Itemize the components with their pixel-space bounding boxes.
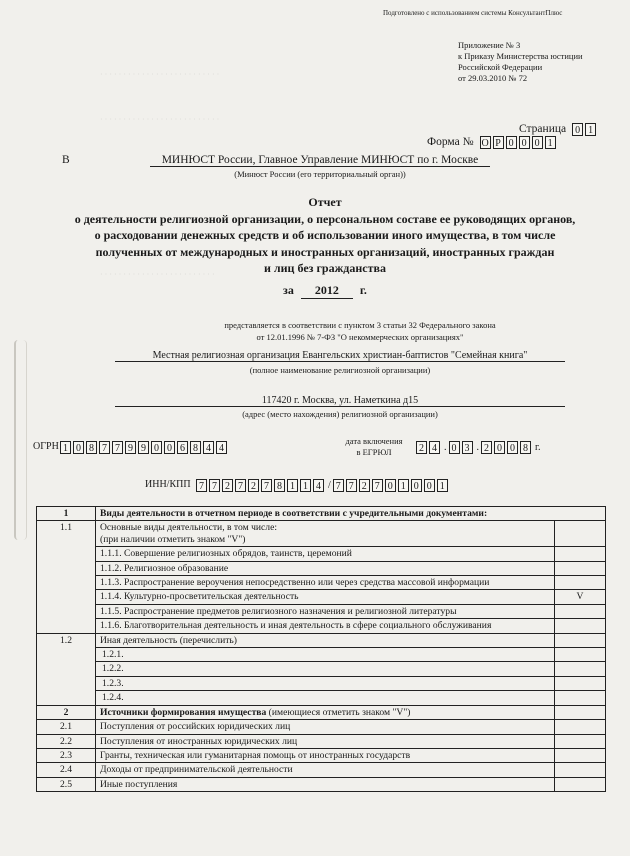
income-source-mark bbox=[555, 777, 606, 791]
kpp-cell: 7 bbox=[333, 479, 344, 492]
section-2-row bbox=[37, 705, 606, 719]
ogrn-cell: 1 bbox=[60, 441, 71, 454]
other-activity-text: 1.2.3. bbox=[96, 676, 555, 690]
date-year-cell: 0 bbox=[494, 441, 505, 454]
mark-cell bbox=[555, 705, 606, 719]
inn-kpp-label: ИНН/КПП bbox=[145, 479, 191, 490]
income-source-text: Доходы от предпринимательской деятельности bbox=[96, 763, 555, 777]
income-source-row bbox=[37, 720, 606, 734]
organization-name-caption: (полное наименование религиозной организации) bbox=[249, 365, 431, 375]
registration-date-label-1: дата включения bbox=[345, 436, 403, 446]
kpp-cell: 1 bbox=[398, 479, 409, 492]
kpp-cell: 0 bbox=[385, 479, 396, 492]
activity-item-text: 1.1.4. Культурно-просветительская деятельность bbox=[96, 590, 555, 604]
activity-item-text: 1.1.5. Распространение предметов религиозного назначения и религиозной литературы bbox=[96, 604, 555, 618]
section-title-bold: Источники формирования имущества bbox=[100, 706, 267, 718]
income-source-number: 2.3 bbox=[37, 748, 96, 762]
appendix-reference bbox=[458, 40, 583, 84]
income-source-number: 2.2 bbox=[37, 734, 96, 748]
binding-mark bbox=[14, 340, 27, 540]
inn-cell: 1 bbox=[287, 479, 298, 492]
appendix-line: от 29.03.2010 № 72 bbox=[458, 73, 528, 83]
inn-cell: 4 bbox=[313, 479, 324, 492]
income-source-row bbox=[37, 734, 606, 748]
other-activity-text: 1.2.1. bbox=[96, 648, 555, 662]
organization-address: 117420 г. Москва, ул. Наметкина д15 bbox=[115, 395, 565, 407]
date-year-cell: 2 bbox=[481, 441, 492, 454]
other-activity-row bbox=[37, 662, 606, 676]
title-line: о деятельности религиозной организации, о персональном составе ее руководящих органов, bbox=[74, 211, 576, 226]
form-label: Форма № bbox=[427, 136, 474, 148]
form-cell: 0 bbox=[519, 136, 530, 149]
ogrn-cell: 8 bbox=[190, 441, 201, 454]
legal-basis bbox=[200, 319, 520, 343]
other-activity-text: 1.2.4. bbox=[96, 691, 555, 705]
activity-item-text: 1.1.3. Распространение вероучения непосредственно или через средства массовой информации bbox=[96, 576, 555, 590]
appendix-line: к Приказу Министерства юстиции bbox=[458, 51, 583, 61]
other-activity-row bbox=[37, 648, 606, 662]
inn-cell: 7 bbox=[209, 479, 220, 492]
activity-item-mark bbox=[555, 619, 606, 633]
activity-item-mark bbox=[555, 576, 606, 590]
ogrn-cell: 0 bbox=[164, 441, 175, 454]
income-source-number: 2.4 bbox=[37, 763, 96, 777]
consultant-note: Подготовлено с использованием системы КонсультантПлюс bbox=[383, 9, 563, 17]
activity-item-row bbox=[37, 547, 606, 561]
section-number: 1 bbox=[37, 507, 96, 521]
ogrn-cells bbox=[60, 441, 229, 454]
ogrn-cell: 0 bbox=[73, 441, 84, 454]
kpp-cell: 7 bbox=[372, 479, 383, 492]
date-separator: . bbox=[444, 442, 447, 453]
date-separator: . bbox=[476, 442, 479, 453]
activity-item-mark bbox=[555, 604, 606, 618]
income-source-text: Гранты, техническая или гуманитарная помощь от иностранных государств bbox=[96, 748, 555, 762]
section-1-row bbox=[37, 507, 606, 521]
activity-item-mark bbox=[555, 547, 606, 561]
other-activity-mark bbox=[555, 676, 606, 690]
title-line: полученных от международных и иностранных организаций, иностранных граждан bbox=[95, 244, 555, 259]
inn-cell: 2 bbox=[222, 479, 233, 492]
ogrn-cell: 6 bbox=[177, 441, 188, 454]
section-number: 1.2 bbox=[37, 633, 96, 705]
other-activity-mark bbox=[555, 662, 606, 676]
activity-item-text: 1.1.6. Благотворительная деятельность и иная деятельность в сфере социального обслуживания bbox=[96, 619, 555, 633]
page-cell: 0 bbox=[572, 123, 583, 136]
kpp-cell: 1 bbox=[437, 479, 448, 492]
other-activity-row bbox=[37, 691, 606, 705]
inn-cell: 1 bbox=[300, 479, 311, 492]
recipient-prefix: В bbox=[62, 154, 70, 166]
inn-cell: 8 bbox=[274, 479, 285, 492]
income-source-text: Поступления от российских юридических лиц bbox=[96, 720, 555, 734]
date-year-cell: 8 bbox=[520, 441, 531, 454]
report-title bbox=[40, 194, 610, 277]
ogrn-cell: 9 bbox=[125, 441, 136, 454]
other-activity-row bbox=[37, 676, 606, 690]
section-number: 1.1 bbox=[37, 521, 96, 633]
mark-cell bbox=[555, 521, 606, 547]
income-source-text: Поступления от иностранных юридических лиц bbox=[96, 734, 555, 748]
section-1-1-row bbox=[37, 521, 606, 547]
section-title bbox=[96, 705, 555, 719]
title-line: и лиц без гражданства bbox=[264, 261, 386, 275]
registration-date-label-2: в ЕГРЮЛ bbox=[356, 447, 392, 457]
date-day-cell: 2 bbox=[416, 441, 427, 454]
kpp-cell: 7 bbox=[346, 479, 357, 492]
date-month-cell: 3 bbox=[462, 441, 473, 454]
income-source-number: 2.1 bbox=[37, 720, 96, 734]
other-activity-text: 1.2.2. bbox=[96, 662, 555, 676]
income-source-row bbox=[37, 748, 606, 762]
inn-kpp-cells bbox=[196, 479, 450, 492]
section-1-2-row bbox=[37, 633, 606, 647]
page-label: Страница bbox=[519, 123, 567, 135]
section-title-line: Основные виды деятельности, в том числе: bbox=[100, 522, 277, 534]
form-cell: Р bbox=[493, 136, 504, 149]
report-period bbox=[283, 283, 367, 299]
income-source-mark bbox=[555, 720, 606, 734]
section-title: Виды деятельности в отчетном периоде в соответствии с учредительными документами: bbox=[96, 507, 606, 521]
legal-basis-line: от 12.01.1996 № 7-ФЗ "О некоммерческих организациях" bbox=[256, 332, 464, 342]
income-source-mark bbox=[555, 748, 606, 762]
section-title bbox=[96, 521, 555, 547]
organization-address-caption: (адрес (место нахождения) религиозной организации) bbox=[242, 409, 438, 419]
section-title-note: (имеющиеся отметить знаком "V") bbox=[266, 706, 411, 718]
appendix-line: Российской Федерации bbox=[458, 62, 543, 72]
page-cell: 1 bbox=[585, 123, 596, 136]
ogrn-cell: 7 bbox=[99, 441, 110, 454]
income-source-mark bbox=[555, 734, 606, 748]
recipient-caption: (Минюст России (его территориальный орган)) bbox=[234, 169, 406, 179]
ogrn-cell: 4 bbox=[203, 441, 214, 454]
form-cell: 1 bbox=[545, 136, 556, 149]
activity-item-mark: V bbox=[555, 590, 606, 604]
section-title: Иная деятельность (перечислить) bbox=[96, 633, 555, 647]
section-title-note: (при наличии отметить знаком "V") bbox=[100, 533, 246, 545]
mark-cell bbox=[555, 633, 606, 647]
ogrn-cell: 9 bbox=[138, 441, 149, 454]
organization-name: Местная религиозная организация Евангельских христиан-баптистов "Семейная книга" bbox=[115, 350, 565, 362]
ogrn-cell: 8 bbox=[86, 441, 97, 454]
date-year-cell: 0 bbox=[507, 441, 518, 454]
legal-basis-line: представляется в соответствии с пунктом 3 статьи 32 Федерального закона bbox=[224, 320, 496, 330]
activity-item-text: 1.1.1. Совершение религиозных обрядов, таинств, церемоний bbox=[96, 547, 555, 561]
recipient-value: МИНЮСТ России, Главное Управление МИНЮСТ по г. Москве bbox=[150, 154, 490, 167]
period-suffix: г. bbox=[359, 283, 367, 297]
income-source-number: 2.5 bbox=[37, 777, 96, 791]
income-source-mark bbox=[555, 763, 606, 777]
inn-cell: 7 bbox=[235, 479, 246, 492]
period-year: 2012 bbox=[301, 283, 353, 299]
kpp-cell: 2 bbox=[359, 479, 370, 492]
appendix-line: Приложение № 3 bbox=[458, 40, 521, 50]
other-activity-mark bbox=[555, 691, 606, 705]
date-day-cell: 4 bbox=[429, 441, 440, 454]
date-month-cell: 0 bbox=[449, 441, 460, 454]
page-number bbox=[519, 123, 598, 136]
registration-date-label bbox=[337, 436, 411, 458]
form-number bbox=[427, 136, 558, 149]
ogrn-cell: 7 bbox=[112, 441, 123, 454]
activity-item-row bbox=[37, 619, 606, 633]
kpp-cell: 0 bbox=[424, 479, 435, 492]
inn-cell: 7 bbox=[261, 479, 272, 492]
activity-item-row bbox=[37, 590, 606, 604]
period-za: за bbox=[283, 283, 294, 297]
ogrn-cell: 0 bbox=[151, 441, 162, 454]
activity-table bbox=[36, 506, 606, 792]
date-suffix: г. bbox=[535, 442, 541, 453]
section-number: 2 bbox=[37, 705, 96, 719]
activity-item-mark bbox=[555, 561, 606, 575]
income-source-row bbox=[37, 777, 606, 791]
ogrn-label: ОГРН bbox=[33, 441, 59, 452]
inn-cell: 7 bbox=[196, 479, 207, 492]
income-source-row bbox=[37, 763, 606, 777]
ogrn-cell: 4 bbox=[216, 441, 227, 454]
form-cell: 0 bbox=[532, 136, 543, 149]
title-word: Отчет bbox=[308, 195, 342, 209]
inn-cell: 2 bbox=[248, 479, 259, 492]
registration-date-cells bbox=[416, 441, 542, 454]
activity-item-row bbox=[37, 576, 606, 590]
other-activity-mark bbox=[555, 648, 606, 662]
kpp-cell: 0 bbox=[411, 479, 422, 492]
activity-item-row bbox=[37, 604, 606, 618]
activity-item-text: 1.1.2. Религиозное образование bbox=[96, 561, 555, 575]
activity-item-row bbox=[37, 561, 606, 575]
form-cell: О bbox=[481, 138, 489, 149]
title-line: о расходовании денежных средств и об использовании иного имущества, в том числе bbox=[94, 228, 556, 242]
inn-kpp-slash: / bbox=[328, 480, 331, 491]
form-cell: 0 bbox=[506, 136, 517, 149]
income-source-text: Иные поступления bbox=[96, 777, 555, 791]
